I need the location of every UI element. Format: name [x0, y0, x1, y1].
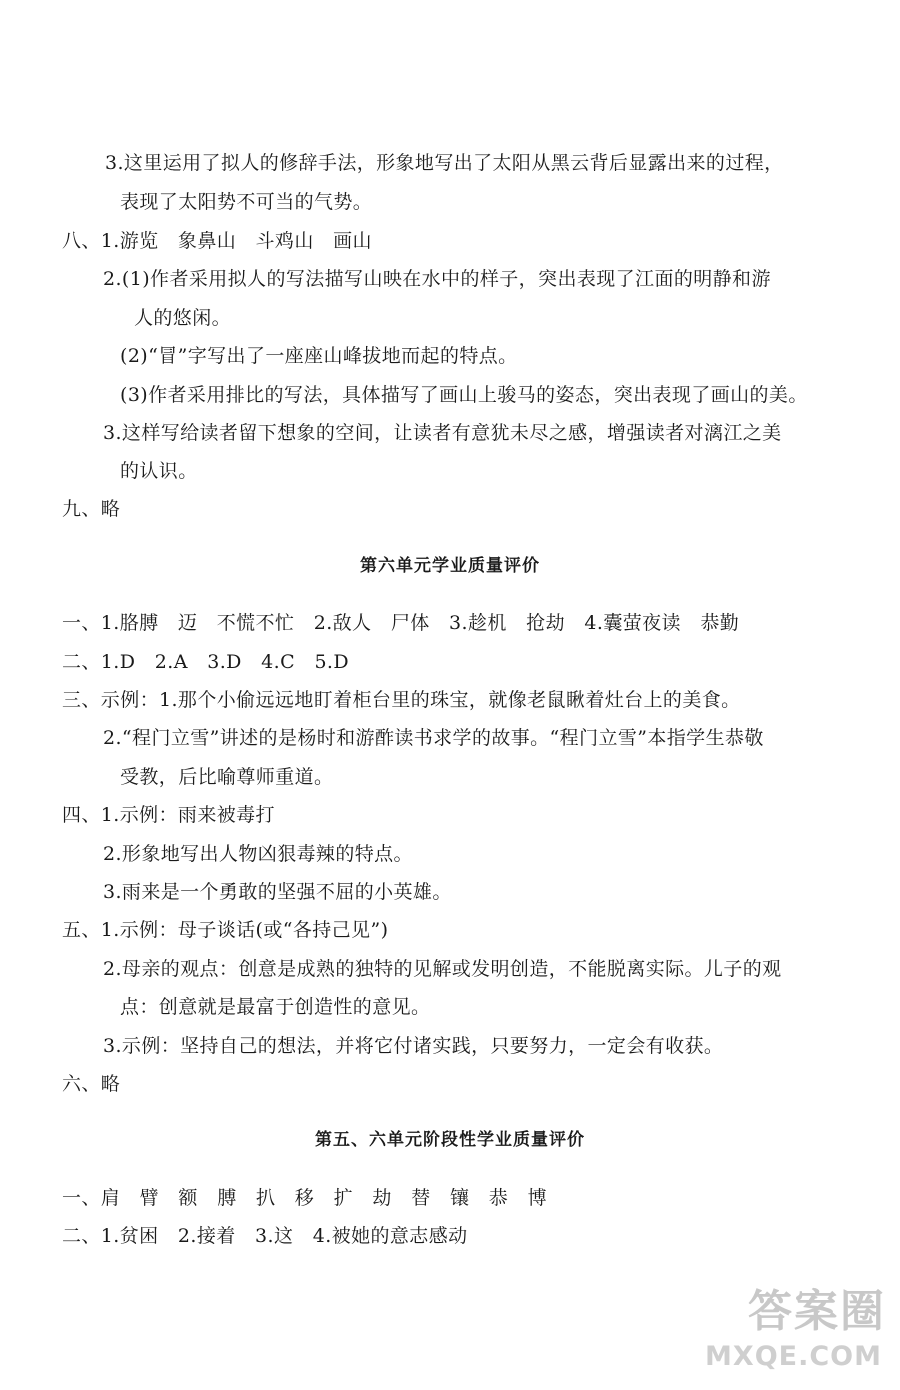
unit6-section4-q2: 2.形象地写出人物凶狠毒辣的特点。 — [103, 843, 413, 865]
unit6-section2: 二、1.D 2.A 3.D 4.C 5.D — [62, 651, 349, 673]
unit6-section4-q3: 3.雨来是一个勇敢的坚强不屈的小英雄。 — [103, 881, 452, 903]
prev-q3-line2: 表现了太阳势不可当的气势。 — [120, 191, 373, 213]
unit6-section3-q2-line1: 2.“程门立雪”讲述的是杨时和游酢读书求学的故事。“程门立雪”本指学生恭敬 — [103, 727, 764, 749]
prev-section8-q1: 八、1.游览 象鼻山 斗鸡山 画山 — [62, 230, 372, 252]
unit6-section5-q2-line2: 点：创意就是最富于创造性的意见。 — [120, 996, 431, 1018]
unit6-section5-q1: 五、1.示例：母子谈话(或“各持己见”) — [62, 919, 389, 941]
prev-section8-q2-1-line1: 2.(1)作者采用拟人的写法描写山映在水中的样子，突出表现了江面的明静和游 — [103, 268, 771, 290]
unit56-heading: 第五、六单元阶段性学业质量评价 — [315, 1130, 585, 1150]
unit6-section5-q2-line1: 2.母亲的观点：创意是成熟的独特的见解或发明创造，不能脱离实际。儿子的观 — [103, 958, 782, 980]
prev-section8-q3-line1: 3.这样写给读者留下想象的空间，让读者有意犹未尽之感，增强读者对漓江之美 — [103, 422, 782, 444]
unit6-section3-q2-line2: 受教，后比喻尊师重道。 — [120, 766, 334, 788]
prev-section8-q2-2: (2)“冒”字写出了一座座山峰拔地而起的特点。 — [120, 345, 518, 367]
prev-section8-q3-line2: 的认识。 — [120, 460, 198, 482]
unit6-section3-q1: 三、示例：1.那个小偷远远地盯着柜台里的珠宝，就像老鼠瞅着灶台上的美食。 — [62, 689, 741, 711]
unit6-section1: 一、1.胳膊 迈 不慌不忙 2.敌人 尸体 3.趁机 抢劫 4.囊萤夜读 恭勤 — [62, 612, 740, 634]
watermark-url-text: MXQE.COM — [705, 1341, 882, 1372]
unit6-section4-q1: 四、1.示例：雨来被毒打 — [62, 804, 275, 826]
watermark-cn-text: 答案圈 — [748, 1286, 886, 1337]
prev-section8-q2-3: (3)作者采用排比的写法，具体描写了画山上骏马的姿态，突出表现了画山的美。 — [120, 384, 808, 406]
watermark-logo — [676, 1284, 886, 1384]
prev-q3-line1: 3.这里运用了拟人的修辞手法，形象地写出了太阳从黑云背后显露出来的过程， — [105, 152, 784, 174]
prev-section8-q2-1-line2: 人的悠闲。 — [134, 307, 232, 329]
unit6-heading: 第六单元学业质量评价 — [360, 556, 540, 576]
prev-section9: 九、略 — [62, 498, 121, 520]
unit56-section2: 二、1.贫困 2.接着 3.这 4.被她的意志感动 — [62, 1225, 468, 1247]
unit6-section5-q3: 3.示例：坚持自己的想法，并将它付诸实践，只要努力，一定会有收获。 — [103, 1035, 724, 1057]
unit6-section6: 六、略 — [62, 1073, 121, 1095]
unit56-section1: 一、肩 臂 额 膊 扒 移 扩 劫 替 镶 恭 博 — [62, 1187, 548, 1209]
